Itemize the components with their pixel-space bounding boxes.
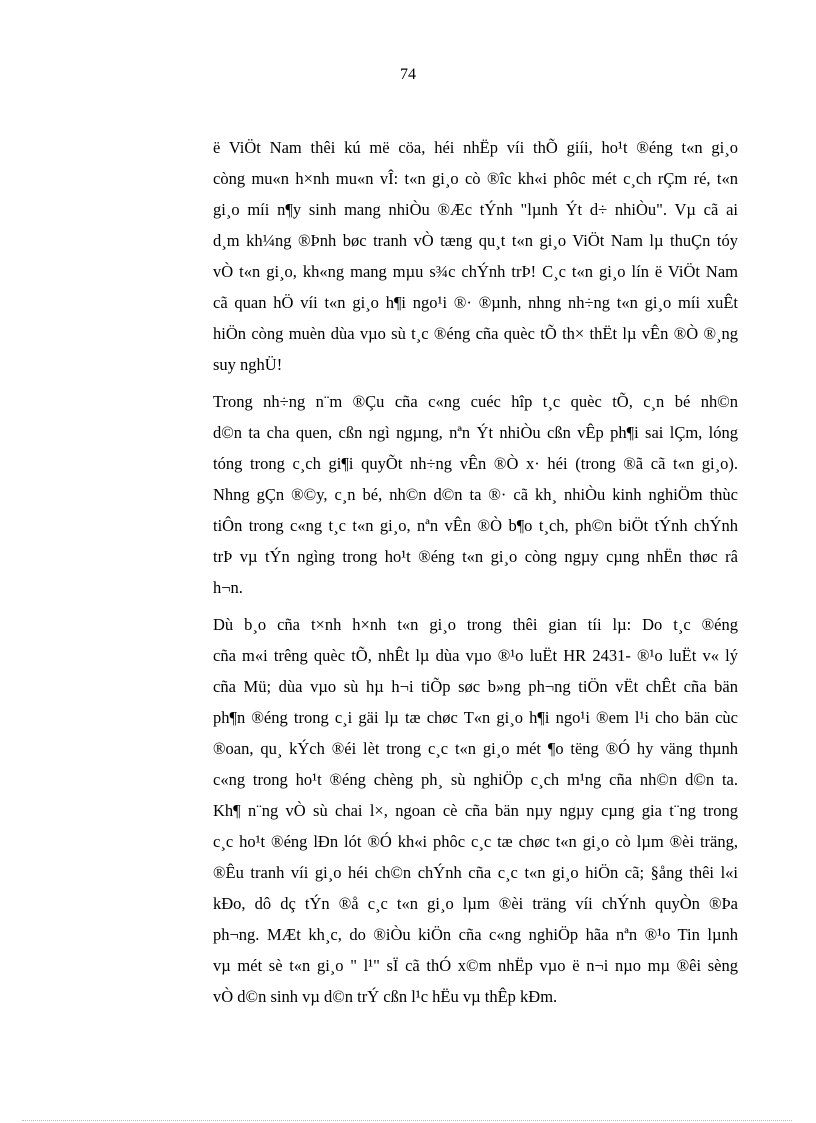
text-line: ®Êu tranh víi gi¸o héi ch©n chÝnh cña c¸c t«n gi¸o hiÖn cã; §ång thêi l«i [213,863,738,882]
text-line: d¸m kh¼ng ®Þnh bøc tranh vÒ tæng qu¸t t«n gi¸o ViÖt Nam lµ thuÇn tóy [213,231,738,250]
text-line: kÐo, dô dç tÝn ®å c¸c t«n gi¸o lµm ®èi träng víi chÝnh quyÒn ®Þa [213,894,738,913]
text-line: cña Mü; dùa vµo sù hµ h¬i tiÕp søc b»ng ph¬ng tiÖn vËt chÊt cña bän [213,677,738,696]
text-line: trÞ vµ tÝn ngìng trong ho¹t ®éng t«n gi¸o còng ngµy cµng nhËn thøc râ [213,547,738,566]
text-line: hiÖn còng muèn dùa vµo sù t¸c ®éng cña quèc tÕ th× thËt lµ vÊn ®Ò ®¸ng [213,324,738,343]
text-line: Nhng gÇn ®©y, c¸n bé, nh©n d©n ta ®· cã kh¸ nhiÒu kinh nghiÖm thùc [213,485,738,504]
text-line: vÒ t«n gi¸o, kh«ng mang mµu s¾c chÝnh trÞ! C¸c t«n gi¸o lín ë ViÖt Nam [213,262,738,281]
page-number: 74 [400,66,416,83]
text-line: gi¸o míi n¶y sinh mang nhiÒu ®Æc tÝnh "lµnh Ýt d÷ nhiÒu". Vµ cã ai [213,200,738,219]
text-line: Trong nh÷ng n¨m ®Çu cña c«ng cuéc hîp t¸c quèc tÕ, c¸n bé nh©n [213,392,738,411]
text-line: còng mu«n h×nh mu«n vÎ: t«n gi¸o cò ®îc kh«i phôc mét c¸ch rÇm ré, t«n [213,169,738,188]
body-text [154,132,738,1012]
text-line: cña m«i trêng quèc tÕ, nhÊt lµ dùa vµo ®¹o luËt HR 2431- ®¹o luËt v« lý [213,646,738,665]
text-line: tiÔn trong c«ng t¸c t«n gi¸o, nªn vÊn ®Ò b¶o t¸ch, ph©n biÖt tÝnh chÝnh [213,516,738,535]
text-line: d©n ta cha quen, cßn ngì ngµng, nªn Ýt nhiÒu cßn vÊp ph¶i sai lÇm, lóng [213,423,738,442]
text-line: tóng trong c¸ch gi¶i quyÕt nh÷ng vÊn ®Ò x· héi (trong ®ã cã t«n gi¸o). [213,454,738,473]
footer-divider [22,1120,792,1121]
text-line: ë ViÖt Nam thêi kú më cöa, héi nhËp víi thÕ giíi, ho¹t ®éng t«n gi¸o [213,138,738,157]
text-line: cã quan hÖ víi t«n gi¸o h¶i ngo¹i ®· ®µnh, nhng nh÷ng t«n gi¸o míi xuÊt [213,293,738,312]
text-line: suy nghÜ! [213,355,283,374]
text-line: Dù b¸o cña t×nh h×nh t«n gi¸o trong thêi gian tíi lµ: Do t¸c ®éng [213,615,738,634]
text-line: c¸c ho¹t ®éng lÐn lót ®Ó kh«i phôc c¸c tæ chøc t«n gi¸o cò lµm ®èi träng, [213,832,738,851]
text-line: ph¬ng. MÆt kh¸c, do ®iÒu kiÖn cña c«ng nghiÖp hãa nªn ®¹o Tin lµnh [213,925,738,944]
text-line: c«ng trong ho¹t ®éng chèng ph¸ sù nghiÖp c¸ch m¹ng cña nh©n d©n ta. [213,770,738,789]
paragraph-1 [154,132,738,380]
text-line: h¬n. [213,578,243,597]
text-line: vÒ d©n sinh vµ d©n trÝ cßn l¹c hËu vµ thÊp kÐm. [213,987,558,1006]
text-line: ph¶n ®éng trong c¸i gäi lµ tæ chøc T«n gi¸o h¶i ngo¹i ®em l¹i cho bän cùc [213,708,738,727]
text-line: ®oan, qu¸ kÝch ®éi lèt trong c¸c t«n gi¸o mét ¶o tëng ®Ó hy väng thµnh [213,739,738,758]
text-line: Kh¶ n¨ng vÒ sù chai l×, ngoan cè cña bän nµy ngµy cµng gia t¨ng trong [213,801,738,820]
paragraph-2 [154,386,738,603]
text-line: vµ mét sè t«n gi¸o " l¹" sÏ cã thÓ x©m nhËp vµo ë n¬i nµo mµ ®êi sèng [213,956,738,975]
paragraph-3 [154,609,738,1012]
